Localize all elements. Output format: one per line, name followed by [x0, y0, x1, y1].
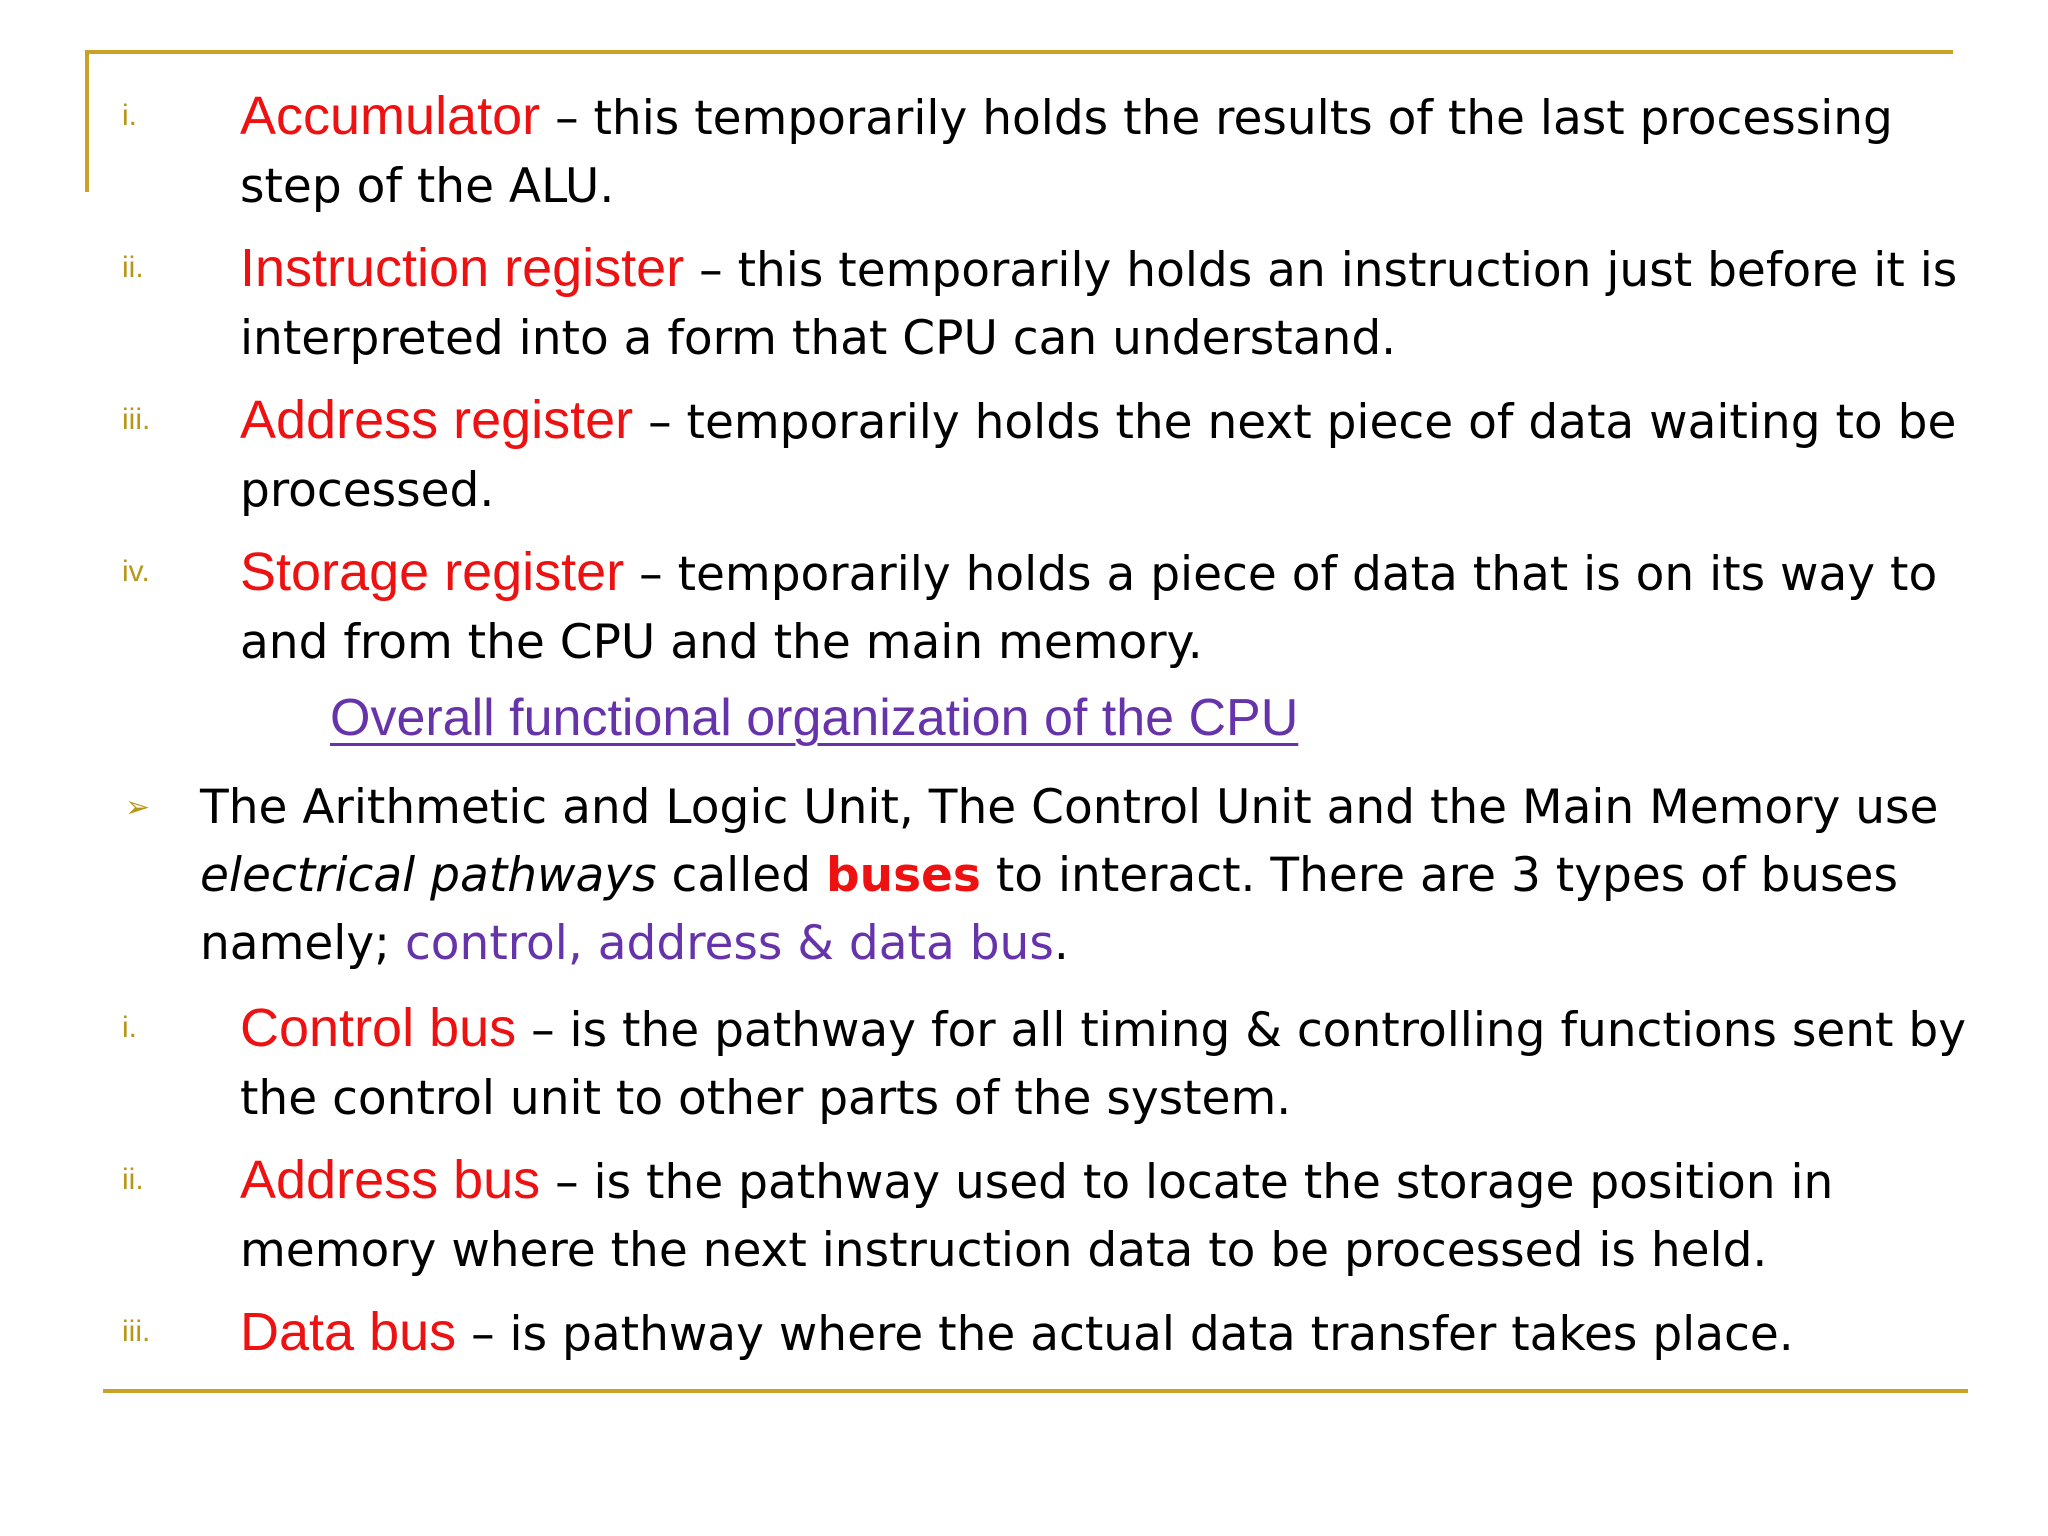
term-control-bus: Control bus	[240, 998, 517, 1058]
bottom-border-line	[103, 1389, 1968, 1393]
register-item-address	[122, 386, 1970, 525]
desc-address-register: – temporarily holds the next piece of data waiting to be processed.	[240, 395, 1957, 518]
desc-instruction-register: – this temporarily holds an instruction just before it is interpreted into a form that CPU can understand.	[240, 243, 1958, 366]
desc-address-bus: – is the pathway used to locate the storage position in memory where the next instruction data to be processed is held.	[240, 1155, 1834, 1278]
term-address-bus: Address bus	[240, 1150, 541, 1210]
desc-data-bus: – is pathway where the actual data transfer takes place.	[456, 1307, 1794, 1362]
register-item-accumulator	[122, 82, 1970, 221]
list-marker: ii.	[122, 251, 144, 284]
arrow-bullet-icon: ➢	[125, 790, 151, 825]
term-instruction-register: Instruction register	[240, 238, 685, 298]
list-marker: i.	[122, 1011, 137, 1044]
list-marker: iv.	[122, 555, 150, 588]
term-address-register: Address register	[240, 390, 634, 450]
term-data-bus: Data bus	[240, 1302, 457, 1362]
intro-text-1: The Arithmetic and Logic Unit, The Control Unit and the Main Memory use	[200, 780, 1939, 835]
desc-control-bus: – is the pathway for all timing & controlling functions sent by the control unit to other parts of the system.	[240, 1003, 1967, 1126]
term-accumulator: Accumulator	[240, 86, 541, 146]
list-marker: iii.	[122, 403, 151, 436]
desc-storage-register: – temporarily holds a piece of data that is on its way to and from the CPU and the main memory.	[240, 547, 1938, 670]
intro-bold-buses: buses	[825, 848, 981, 903]
intro-text-2: called	[656, 848, 826, 903]
left-border-line	[85, 50, 89, 192]
buses-intro-paragraph	[125, 774, 1960, 978]
bus-item-control	[122, 994, 1970, 1133]
intro-text-4: .	[1053, 916, 1069, 971]
intro-italic: electrical pathways	[200, 848, 657, 903]
top-border-line	[85, 50, 1953, 54]
term-storage-register: Storage register	[240, 542, 625, 602]
bus-item-address	[122, 1146, 1970, 1285]
bus-item-data	[122, 1298, 1970, 1369]
list-marker: i.	[122, 99, 137, 132]
list-marker: iii.	[122, 1315, 151, 1348]
list-marker: ii.	[122, 1163, 144, 1196]
desc-accumulator: – this temporarily holds the results of the last processing step of the ALU.	[240, 91, 1893, 214]
register-item-storage	[122, 538, 1970, 677]
intro-bus-types: control, address & data bus	[404, 916, 1054, 971]
section-heading[interactable]: Overall functional organization of the CPU	[330, 689, 1299, 747]
register-item-instruction	[122, 234, 1970, 373]
intro-text-3: to interact. There are 3 types of buses namely;	[200, 848, 1898, 971]
